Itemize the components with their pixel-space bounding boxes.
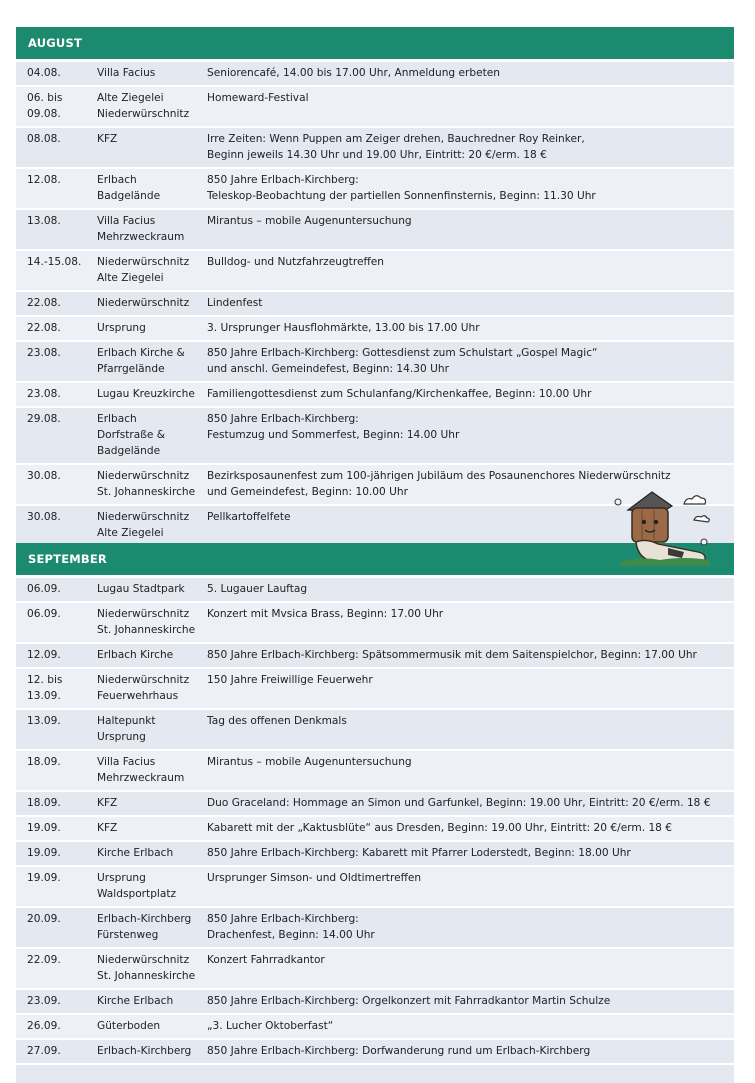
event-description (207, 90, 734, 122)
event-description-line: 850 Jahre Erlbach-Kirchberg: Gottesdienst zum Schulstart „Gospel Magic“ (207, 347, 598, 359)
event-date (16, 345, 97, 377)
event-description (207, 952, 734, 984)
event-row (16, 751, 734, 792)
event-description (207, 1043, 734, 1059)
event-date-line: 09.08. (27, 108, 61, 120)
month-september (16, 543, 734, 1083)
event-description-line: Konzert Fahrradkantor (207, 954, 325, 966)
event-place-line: Güterboden (97, 1020, 161, 1032)
event-description-line: Konzert mit Mvsica Brass, Beginn: 17.00 Uhr (207, 608, 444, 620)
event-place-line: Mehrzweckraum (97, 231, 185, 243)
event-place-line: Haltepunkt (97, 715, 156, 727)
event-place-line: Ursprung (97, 731, 146, 743)
event-date (16, 993, 97, 1009)
wooden-mascot-icon (606, 482, 722, 574)
event-date (16, 90, 97, 122)
event-place-line: KFZ (97, 133, 118, 145)
event-description-line: Duo Graceland: Hommage an Simon und Garfunkel, Beginn: 19.00 Uhr, Eintritt: 20 €/erm. 18 € (207, 797, 711, 809)
event-place-line: KFZ (97, 797, 118, 809)
event-date-line: 19.09. (27, 847, 61, 859)
event-place-line: Fürstenweg (97, 929, 159, 941)
event-place (97, 606, 207, 638)
event-description (207, 386, 734, 402)
event-description-line: Seniorencafé, 14.00 bis 17.00 Uhr, Anmeldung erbeten (207, 67, 501, 79)
event-place (97, 672, 207, 704)
event-description (207, 65, 734, 81)
event-date-line: 06.09. (27, 583, 61, 595)
event-date (16, 911, 97, 943)
event-description (207, 672, 734, 704)
event-date-line: 13.09. (27, 690, 61, 702)
event-place-line: Erlbach-Kirchberg (97, 913, 192, 925)
event-place (97, 254, 207, 286)
event-place (97, 213, 207, 245)
event-description-line: 850 Jahre Erlbach-Kirchberg: Kabarett mit Pfarrer Loderstedt, Beginn: 18.00 Uhr (207, 847, 631, 859)
event-place-line: Feuerwehrhaus (97, 690, 179, 702)
event-row (16, 578, 734, 603)
event-place (97, 386, 207, 402)
event-row (16, 87, 734, 128)
event-row (16, 408, 734, 465)
event-date (16, 468, 97, 500)
event-place (97, 345, 207, 377)
event-date-line: 22.08. (27, 322, 61, 334)
event-date (16, 386, 97, 402)
event-date-line: 04.08. (27, 67, 61, 79)
event-place-line: St. Johanneskirche (97, 624, 196, 636)
event-date (16, 870, 97, 902)
event-place-line: St. Johanneskirche (97, 970, 196, 982)
event-description (207, 820, 734, 836)
event-description-line: Bezirksposaunenfest zum 100-jährigen Jubiläum des Posaunenchores Niederwürschnitz (207, 470, 671, 482)
event-place (97, 1043, 207, 1059)
event-place-line: Villa Facius (97, 215, 156, 227)
event-date (16, 254, 97, 286)
event-place (97, 320, 207, 336)
event-place-line: Erlbach Kirche (97, 649, 174, 661)
event-date (16, 213, 97, 245)
event-description-line: Irre Zeiten: Wenn Puppen am Zeiger drehen, Bauchredner Roy Reinker, (207, 133, 585, 145)
event-place (97, 411, 207, 459)
event-place-line: Niederwürschnitz (97, 297, 190, 309)
event-place-line: Mehrzweckraum (97, 772, 185, 784)
event-place-line: Kirche Erlbach (97, 995, 174, 1007)
event-row (16, 817, 734, 842)
event-place (97, 713, 207, 745)
event-description (207, 845, 734, 861)
event-date-line: 27.09. (27, 1045, 61, 1057)
event-date (16, 131, 97, 163)
event-description-line: „3. Lucher Oktoberfast“ (207, 1020, 334, 1032)
event-row (16, 62, 734, 87)
event-place-line: Niederwürschnitz (97, 954, 190, 966)
event-place (97, 131, 207, 163)
event-description-line: 850 Jahre Erlbach-Kirchberg: (207, 913, 359, 925)
event-date-line: 22.09. (27, 954, 61, 966)
event-row (16, 169, 734, 210)
event-description (207, 911, 734, 943)
event-row (16, 842, 734, 867)
event-place-line: Pfarrgelände (97, 363, 165, 375)
event-place-line: Kirche Erlbach (97, 847, 174, 859)
event-date-line: 18.09. (27, 797, 61, 809)
event-place-line: Ursprung (97, 872, 146, 884)
event-description-line: 850 Jahre Erlbach-Kirchberg: Spätsommermusik mit dem Saitenspielchor, Beginn: 17.00 Uhr (207, 649, 697, 661)
event-place-line: Erlbach-Kirchberg (97, 1045, 192, 1057)
event-description-line: 850 Jahre Erlbach-Kirchberg: (207, 413, 359, 425)
event-description-line: 850 Jahre Erlbach-Kirchberg: Orgelkonzert mit Fahrradkantor Martin Schulze (207, 995, 611, 1007)
event-date-line: 08.08. (27, 133, 61, 145)
event-row (16, 949, 734, 990)
event-date-line: 26.09. (27, 1020, 61, 1032)
event-place (97, 993, 207, 1009)
event-place (97, 952, 207, 984)
event-date (16, 795, 97, 811)
event-place-line: Niederwürschnitz (97, 470, 190, 482)
event-place-line: Niederwürschnitz (97, 108, 190, 120)
event-date (16, 295, 97, 311)
event-row (16, 603, 734, 644)
event-description-line: 850 Jahre Erlbach-Kirchberg: (207, 174, 359, 186)
event-place-line: Villa Facius (97, 67, 156, 79)
event-row (16, 908, 734, 949)
event-description (207, 213, 734, 245)
event-place-line: Ursprung (97, 322, 146, 334)
event-place-line: St. Johanneskirche (97, 486, 196, 498)
event-date-line: 20.09. (27, 913, 61, 925)
event-place-line: Niederwürschnitz (97, 256, 190, 268)
event-date (16, 647, 97, 663)
event-date (16, 65, 97, 81)
event-row (16, 128, 734, 169)
event-description-line: Mirantus – mobile Augenuntersuchung (207, 756, 412, 768)
event-description (207, 295, 734, 311)
event-description (207, 320, 734, 336)
event-row (16, 210, 734, 251)
event-place-line: Niederwürschnitz (97, 674, 190, 686)
event-description (207, 1018, 734, 1034)
event-description-line: und anschl. Gemeindefest, Beginn: 14.30 Uhr (207, 363, 449, 375)
event-place (97, 1018, 207, 1034)
event-place (97, 820, 207, 836)
event-description-line: Mirantus – mobile Augenuntersuchung (207, 215, 412, 227)
event-description-line: 3. Ursprunger Hausflohmärkte, 13.00 bis 17.00 Uhr (207, 322, 480, 334)
event-date (16, 672, 97, 704)
event-row (16, 710, 734, 751)
event-date-line: 06.09. (27, 608, 61, 620)
event-description-line: Homeward-Festival (207, 92, 309, 104)
event-place-line: Alte Ziegelei (97, 527, 164, 539)
event-date-line: 13.09. (27, 715, 61, 727)
event-place-line: Badgelände (97, 190, 161, 202)
event-description-line: Beginn jeweils 14.30 Uhr und 19.00 Uhr, Eintritt: 20 €/erm. 18 € (207, 149, 547, 161)
event-date-line: 18.09. (27, 756, 61, 768)
event-description (207, 795, 734, 811)
event-row (16, 342, 734, 383)
event-date-line: 30.08. (27, 511, 61, 523)
event-date-line: 29.08. (27, 413, 61, 425)
event-date (16, 1018, 97, 1034)
event-date (16, 320, 97, 336)
event-row (16, 292, 734, 317)
event-date-line: 30.08. (27, 470, 61, 482)
event-place-line: Villa Facius (97, 756, 156, 768)
event-place (97, 581, 207, 597)
event-place (97, 295, 207, 311)
event-date (16, 509, 97, 541)
event-list (16, 578, 734, 1065)
event-description-line: Familiengottesdienst zum Schulanfang/Kirchenkaffee, Beginn: 10.00 Uhr (207, 388, 592, 400)
event-date-line: 22.08. (27, 297, 61, 309)
event-date (16, 172, 97, 204)
event-place (97, 468, 207, 500)
event-description (207, 411, 734, 459)
event-date-line: 12. bis (27, 674, 63, 686)
event-description (207, 345, 734, 377)
event-description-line: Ursprunger Simson- und Oldtimertreffen (207, 872, 422, 884)
event-date (16, 952, 97, 984)
event-place-line: Niederwürschnitz (97, 608, 190, 620)
event-date-line: 12.09. (27, 649, 61, 661)
event-place (97, 795, 207, 811)
event-place (97, 172, 207, 204)
event-place (97, 754, 207, 786)
event-description (207, 581, 734, 597)
event-place (97, 870, 207, 902)
event-date-line: 13.08. (27, 215, 61, 227)
event-row (16, 867, 734, 908)
event-description (207, 606, 734, 638)
event-place-line: Dorfstraße & (97, 429, 166, 441)
event-place-line: Erlbach (97, 413, 137, 425)
event-date-line: 23.09. (27, 995, 61, 1007)
event-date-line: 23.08. (27, 388, 61, 400)
event-description (207, 754, 734, 786)
event-place-line: Alte Ziegelei (97, 272, 164, 284)
event-row (16, 251, 734, 292)
event-description-line: Bulldog- und Nutzfahrzeugtreffen (207, 256, 384, 268)
event-date-line: 19.09. (27, 872, 61, 884)
event-row (16, 792, 734, 817)
event-place (97, 647, 207, 663)
event-place (97, 911, 207, 943)
event-place-line: Erlbach Kirche & (97, 347, 185, 359)
event-date-line: 12.08. (27, 174, 61, 186)
event-date (16, 606, 97, 638)
event-place (97, 65, 207, 81)
event-date-line: 14.-15.08. (27, 256, 82, 268)
event-description-line: 150 Jahre Freiwillige Feuerwehr (207, 674, 373, 686)
event-description (207, 172, 734, 204)
event-date (16, 581, 97, 597)
event-place (97, 509, 207, 541)
event-place-line: Niederwürschnitz (97, 511, 190, 523)
event-place-line: Waldsportplatz (97, 888, 177, 900)
event-row (16, 990, 734, 1015)
event-date (16, 411, 97, 459)
month-header: AUGUST (16, 27, 734, 59)
event-place-line: Erlbach (97, 174, 137, 186)
event-row (16, 1015, 734, 1040)
event-date (16, 845, 97, 861)
event-description-line: 850 Jahre Erlbach-Kirchberg: Dorfwanderung rund um Erlbach-Kirchberg (207, 1045, 591, 1057)
event-place (97, 845, 207, 861)
event-place-line: KFZ (97, 822, 118, 834)
event-description-line: und Gemeindefest, Beginn: 10.00 Uhr (207, 486, 408, 498)
event-place (97, 90, 207, 122)
event-date-line: 23.08. (27, 347, 61, 359)
event-date (16, 1043, 97, 1059)
event-row (16, 317, 734, 342)
event-description-line: 5. Lugauer Lauftag (207, 583, 308, 595)
event-description-line: Drachenfest, Beginn: 14.00 Uhr (207, 929, 375, 941)
event-description-line: Lindenfest (207, 297, 263, 309)
event-place-line: Lugau Kreuzkirche (97, 388, 195, 400)
event-description (207, 254, 734, 286)
event-description-line: Kabarett mit der „Kaktusblüte“ aus Dresden, Beginn: 19.00 Uhr, Eintritt: 20 €/erm. 18 € (207, 822, 673, 834)
event-row (16, 669, 734, 710)
event-date-line: 19.09. (27, 822, 61, 834)
event-description (207, 870, 734, 902)
event-description-line: Festumzug und Sommerfest, Beginn: 14.00 Uhr (207, 429, 460, 441)
event-row (16, 644, 734, 669)
event-place-line: Alte Ziegelei (97, 92, 164, 104)
event-description (207, 713, 734, 745)
event-place-line: Badgelände (97, 445, 161, 457)
event-date (16, 754, 97, 786)
event-description-line: Pellkartoffelfete (207, 511, 291, 523)
event-date (16, 713, 97, 745)
event-row (16, 383, 734, 408)
event-list (16, 62, 734, 547)
event-row (16, 1040, 734, 1065)
event-description (207, 131, 734, 163)
event-description-line: Teleskop-Beobachtung der partiellen Sonnenfinsternis, Beginn: 11.30 Uhr (207, 190, 596, 202)
event-date (16, 820, 97, 836)
event-description (207, 647, 734, 663)
month-header: SEPTEMBER (16, 543, 734, 575)
event-date-line: 06. bis (27, 92, 63, 104)
event-description (207, 993, 734, 1009)
event-description-line: Tag des offenen Denkmals (207, 715, 347, 727)
event-place-line: Lugau Stadtpark (97, 583, 185, 595)
